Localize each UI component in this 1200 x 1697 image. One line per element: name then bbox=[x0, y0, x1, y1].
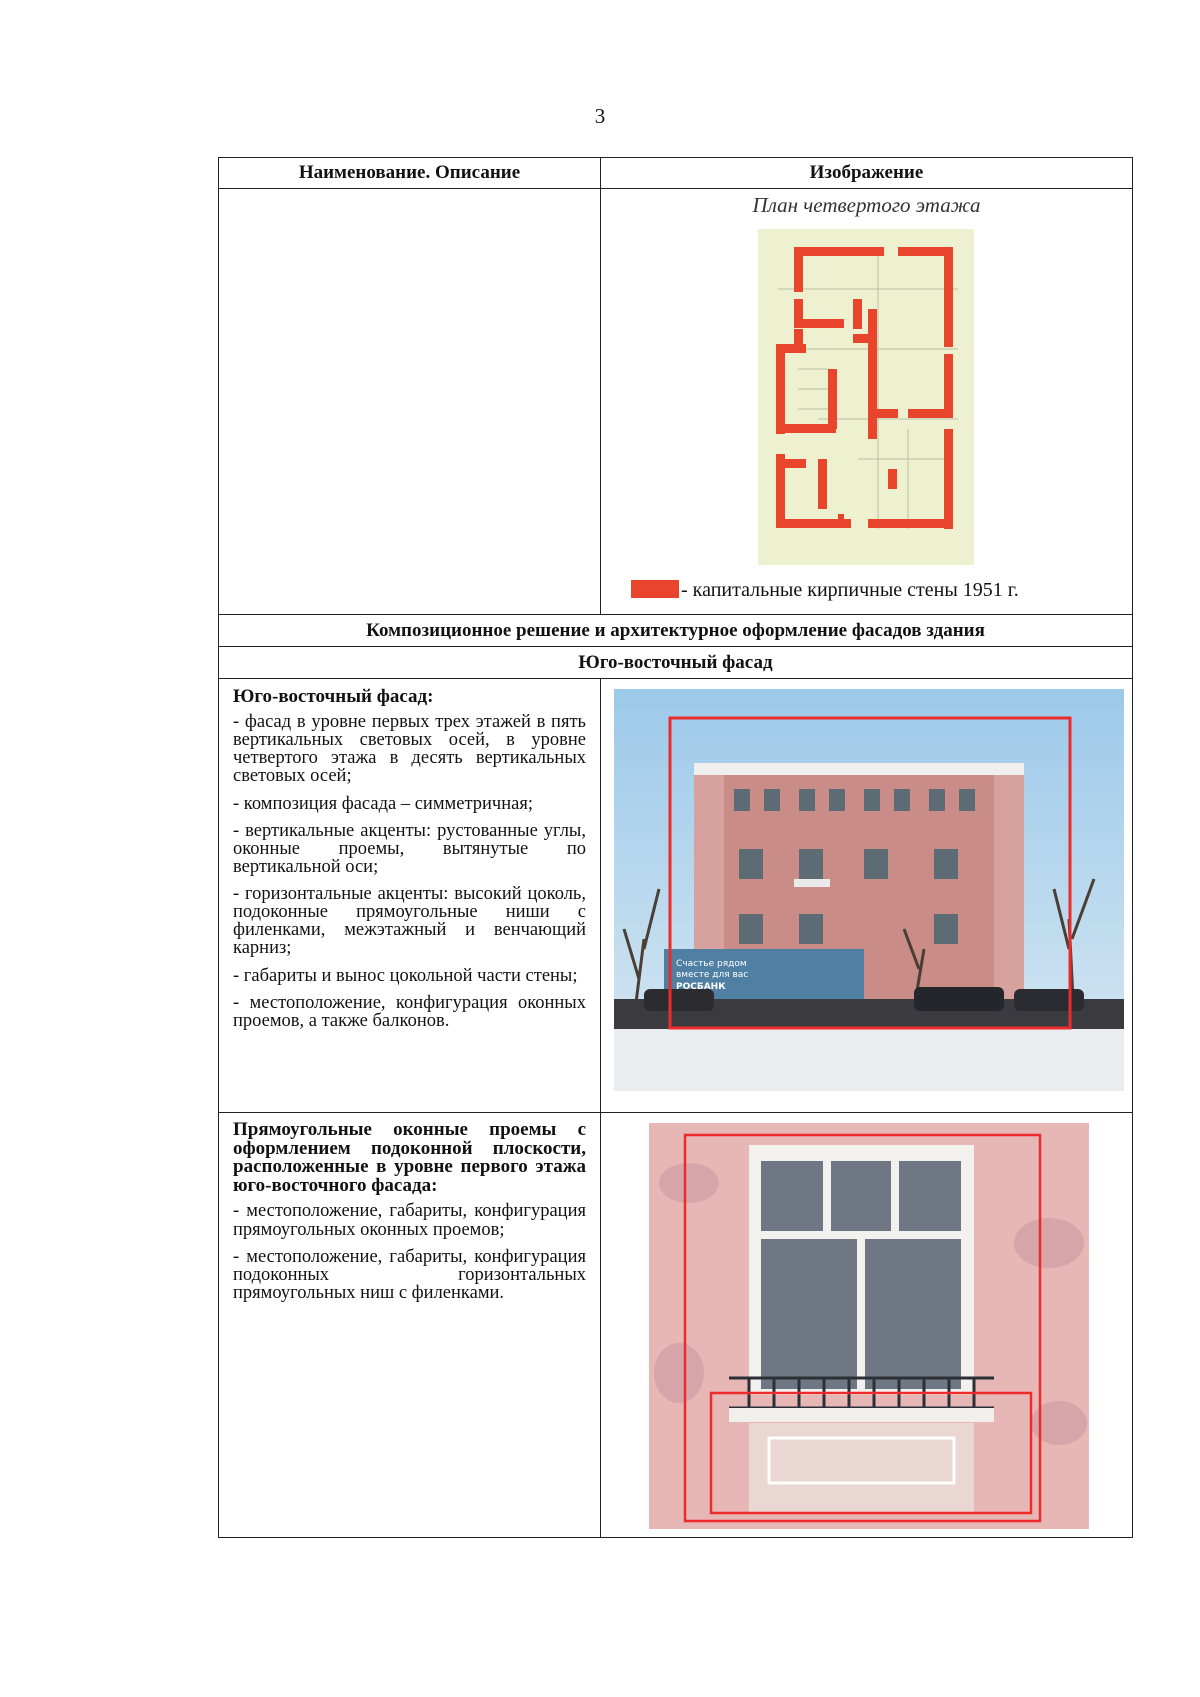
plan-description-cell bbox=[219, 189, 601, 615]
facade-photo-cell bbox=[601, 679, 1133, 1113]
header-image: Изображение bbox=[601, 158, 1133, 189]
facade-item: - местоположение, конфигурация оконных проемов, а также балконов. bbox=[233, 992, 586, 1031]
legend-text: - капитальные кирпичные стены 1951 г. bbox=[681, 579, 1019, 601]
windows-item: - местоположение, габариты, конфигурация подоконных горизонтальных прямоугольных ниш с филенками. bbox=[233, 1246, 586, 1303]
facade-item: - композиция фасада – симметричная; bbox=[233, 793, 533, 814]
subsection-title: Юго-восточный фасад bbox=[219, 647, 1133, 679]
windows-row bbox=[219, 1113, 1133, 1538]
windows-heading: Прямоугольные оконные проемы с оформлением подоконной плоскости, расположенные в уровне первого этажа юго-восточного фасада: bbox=[233, 1119, 586, 1196]
floor-plan-drawing bbox=[758, 229, 974, 565]
header-name: Наименование. Описание bbox=[219, 158, 601, 189]
facade-item: - фасад в уровне первых трех этажей в пять вертикальных световых осей, в уровне четвертого этажа в десять вертикальных световых осей; bbox=[233, 712, 586, 787]
facade-photo bbox=[614, 689, 1124, 1091]
windows-description-cell bbox=[219, 1113, 601, 1538]
facade-heading: Юго-восточный фасад: bbox=[233, 686, 434, 707]
subsection-row bbox=[219, 647, 1133, 679]
plan-caption: План четвертого этажа bbox=[752, 193, 981, 217]
facade-description-cell bbox=[219, 679, 601, 1113]
facade-row bbox=[219, 679, 1133, 1113]
section-row bbox=[219, 615, 1133, 647]
window-photo bbox=[649, 1123, 1089, 1529]
windows-item: - местоположение, габариты, конфигурация прямоугольных оконных проемов; bbox=[233, 1201, 586, 1240]
facade-item: - вертикальные акценты: рустованные углы, оконные проемы, вытянутые по вертикальной оси; bbox=[233, 820, 586, 877]
facade-photo-sign-line: вместе для вас bbox=[676, 970, 749, 980]
heritage-table bbox=[218, 157, 1133, 1538]
facade-item: - габариты и вынос цокольной части стены; bbox=[233, 965, 578, 986]
section-title: Композиционное решение и архитектурное оформление фасадов здания bbox=[219, 615, 1133, 647]
facade-item: - горизонтальные акценты: высокий цоколь, подоконные прямоугольные ниши с филенками, межэтажный и венчающий карниз; bbox=[233, 884, 586, 959]
legend-swatch bbox=[631, 580, 679, 598]
page-number: 3 bbox=[594, 104, 606, 128]
plan-image-cell bbox=[601, 189, 1133, 615]
facade-photo-sign-line: РОСБАНК bbox=[676, 982, 726, 992]
table-header-row bbox=[219, 158, 1133, 189]
plan-legend bbox=[631, 579, 1019, 602]
window-photo-cell bbox=[601, 1113, 1133, 1538]
plan-row bbox=[219, 189, 1133, 615]
facade-photo-sign-line: Счастье рядом bbox=[676, 959, 747, 969]
